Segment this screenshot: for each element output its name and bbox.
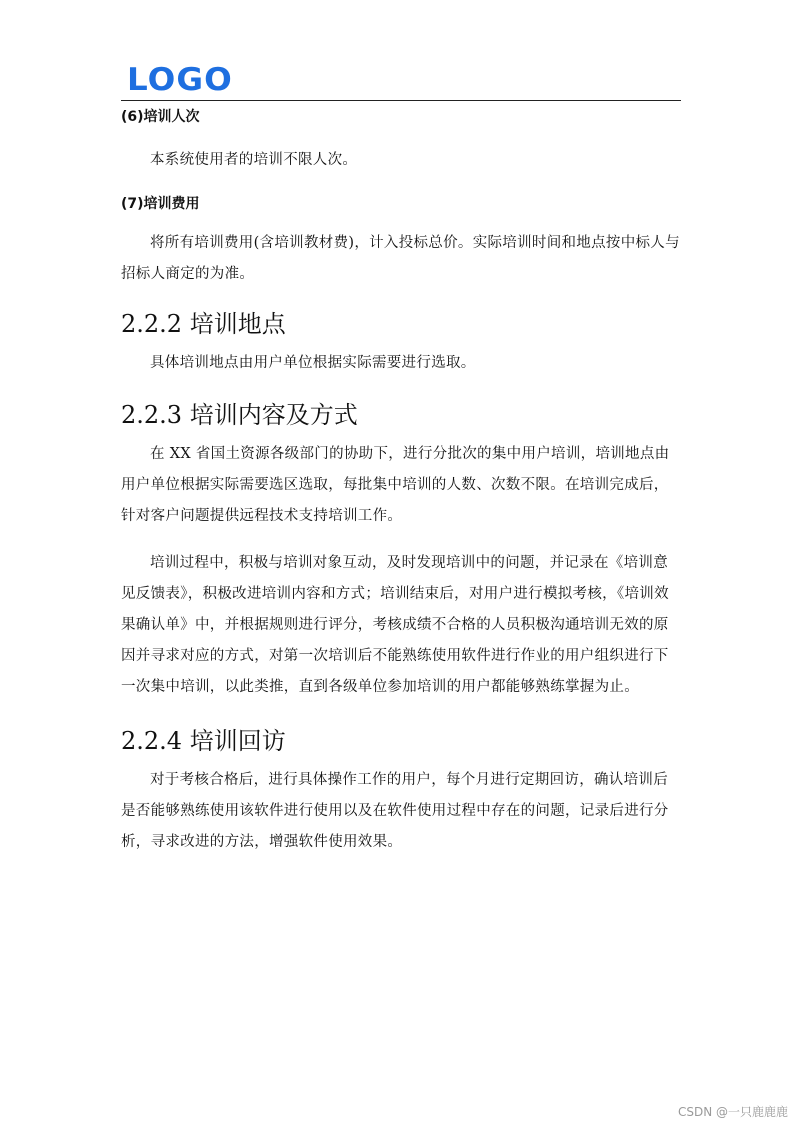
section-2-2-2-paragraph: 具体培训地点由用户单位根据实际需要进行选取。	[150, 355, 476, 371]
section-2-2-3-heading: 2.2.3 培训内容及方式	[121, 401, 358, 429]
section-2-2-3-paragraph-1: 在 XX 省国土资源各级部门的协助下，进行分批次的集中用户培训，培训地点由用户单位根据实际需要选区选取，每批集中培训的人数、次数不限。在培训完成后，针对客户问题提供远程技术支持培训工作。	[121, 446, 670, 524]
section-2-2-4-heading: 2.2.4 培训回访	[121, 727, 286, 755]
section-2-2-4-paragraph: 对于考核合格后，进行具体操作工作的用户，每个月进行定期回访，确认培训后是否能够熟练使用该软件进行使用以及在软件使用过程中存在的问题，记录后进行分析，寻求改进的方法，增强软件使用效果。	[121, 772, 669, 850]
section-6-paragraph: 本系统使用者的培训不限人次。	[150, 152, 358, 168]
section-7-heading: (7)培训费用	[121, 196, 200, 212]
logo: LOGO	[127, 62, 233, 98]
document-body	[121, 106, 681, 858]
section-2-2-2-heading: 2.2.2 培训地点	[121, 310, 286, 338]
header-divider	[121, 100, 681, 101]
section-7-paragraph: 将所有培训费用(含培训教材费)，计入投标总价。实际培训时间和地点按中标人与招标人商定的为准。	[121, 235, 680, 282]
section-6-heading: (6)培训人次	[121, 109, 200, 125]
section-2-2-3-paragraph-2: 培训过程中，积极与培训对象互动，及时发现培训中的问题，并记录在《培训意见反馈表》，积极改进培训内容和方式；培训结束后，对用户进行模拟考核，《培训效果确认单》中，并根据规则进行评分，考核成绩不合格的人员积极沟通培训无效的原因并寻求对应的方式，对第一次培训后不能熟练使用软件进行作业的用户组织进行下一次集中培训，以此类推，直到各级单位参加培训的用户都能够熟练掌握为止。	[121, 555, 669, 695]
watermark: CSDN @一只鹿鹿鹿	[677, 1105, 788, 1119]
